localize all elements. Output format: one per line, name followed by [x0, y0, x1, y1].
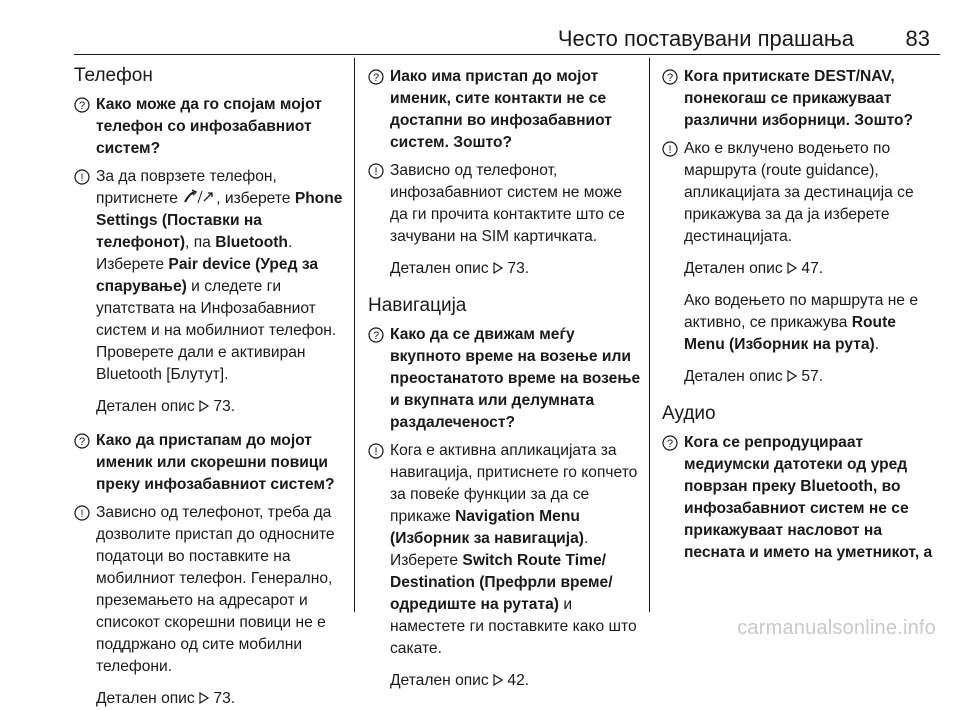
triangle-arrow-icon [199, 400, 209, 412]
answer-text-part: , па [185, 234, 211, 251]
page-number: 83 [905, 26, 930, 51]
column-1 [74, 58, 348, 710]
menu-term: Pair device (Уред за спарување) [96, 256, 319, 295]
reference-page: 42. [507, 672, 530, 689]
header-title: Често поставувани прашања [557, 26, 854, 51]
reference-label: Детален опис [390, 672, 489, 689]
page-reference[interactable] [390, 670, 642, 692]
page-reference[interactable] [684, 366, 936, 388]
svg-text:!: ! [374, 166, 378, 178]
page-reference[interactable] [96, 396, 348, 418]
question-block [368, 324, 642, 434]
exclamation-circle-icon [368, 163, 384, 179]
page-header [0, 0, 960, 52]
question-circle-icon [662, 435, 678, 451]
answer-text-continued [684, 290, 936, 356]
svg-text:!: ! [374, 446, 378, 458]
answer-text [96, 166, 348, 418]
page-reference[interactable] [684, 258, 936, 280]
answer-block [368, 440, 642, 692]
question-text: Кога се репродуцираат медиумски датотеки од уред поврзан преку Bluetooth, во инфозабавниот систем не се прикажуваат насловот на песната и името на уметникот, а [684, 434, 933, 561]
reference-label: Детален опис [684, 368, 783, 385]
phone-nav-icon [182, 189, 216, 205]
reference-page: 47. [801, 260, 824, 277]
column-2 [368, 58, 642, 692]
svg-text:?: ? [372, 72, 380, 84]
answer-text-part: . [287, 234, 293, 251]
svg-text:?: ? [666, 72, 674, 84]
menu-term: Switch Route Time/ Destination (Префрли време/ одредиште на рутата) [390, 552, 613, 613]
answer-text-part: и наместете ги поставките како што сакате. [390, 596, 637, 657]
answer-text-part: За да поврзете телефон, притиснете [96, 168, 277, 207]
column-3 [662, 58, 936, 564]
question-circle-icon [368, 327, 384, 343]
svg-text:?: ? [372, 330, 380, 342]
answer-text-part: Ако е вклучено водењето по маршрута (route guidance), апликацијата за дестинација се прикажува за да ја изберете дестинацијата. [684, 140, 914, 245]
svg-text:?: ? [78, 436, 86, 448]
reference-page: 73. [507, 260, 530, 277]
exclamation-circle-icon [662, 141, 678, 157]
svg-text:!: ! [668, 144, 672, 156]
answer-text [684, 138, 936, 388]
question-text: Како да пристапам до мојот именик или скорешни повици преку инфозабавниот систем? [96, 432, 335, 493]
answer-text-part: Ако водењето по маршрута не е активно, се прикажува [684, 292, 918, 331]
answer-text-part: . [583, 530, 589, 547]
question-text: Како да се движам меѓу вкупното време на возење или преостанатото време на возење и вкупната или делумната раздалеченост? [390, 326, 641, 431]
answer-text-part: Изберете [390, 552, 459, 569]
answer-text-part: Зависно од телефонот, треба да дозволите пристап до односните податоци во поставките на мобилниот телефон. Генерално, преземањето на адресарот и списокот скорешни повици не е поддржано од сите мобилни телефони. [96, 504, 335, 675]
answer-block [74, 166, 348, 418]
answer-block [662, 138, 936, 388]
page-reference[interactable] [390, 258, 642, 280]
triangle-arrow-icon [787, 370, 797, 382]
question-block [662, 66, 936, 132]
question-text: Како може да го спојам мојот телефон со инфозабавниот систем? [96, 96, 322, 157]
header-rule [74, 54, 940, 55]
reference-page: 73. [213, 690, 236, 707]
column-divider-2 [649, 58, 650, 612]
triangle-arrow-icon [493, 262, 503, 274]
reference-page: 57. [801, 368, 824, 385]
column-divider-1 [354, 58, 355, 612]
answer-text-part: . [874, 336, 880, 353]
answer-text [390, 160, 642, 280]
question-block [368, 66, 642, 154]
menu-term: Bluetooth [215, 234, 288, 251]
answer-text-part: Зависно од телефонот, инфозабавниот систем не може да ги прочита контактите што се зачувани на SIM картичката. [390, 162, 625, 245]
exclamation-circle-icon [74, 505, 90, 521]
reference-label: Детален опис [96, 690, 195, 707]
question-circle-icon [662, 69, 678, 85]
svg-text:!: ! [80, 508, 84, 520]
exclamation-circle-icon [368, 443, 384, 459]
answer-text-part: , изберете [216, 190, 291, 207]
answer-text [390, 440, 642, 692]
exclamation-circle-icon [74, 169, 90, 185]
menu-term: Phone Settings (Поставки на телефонот) [96, 190, 343, 251]
reference-label: Детален опис [390, 260, 489, 277]
triangle-arrow-icon [199, 692, 209, 704]
answer-text-part: Изберете [96, 256, 165, 273]
reference-page: 73. [213, 398, 236, 415]
svg-text:?: ? [666, 438, 674, 450]
triangle-arrow-icon [787, 262, 797, 274]
question-circle-icon [74, 433, 90, 449]
question-circle-icon [368, 69, 384, 85]
question-circle-icon [74, 97, 90, 113]
watermark: carmanualsonline.info [737, 617, 936, 639]
answer-block [368, 160, 642, 280]
answer-text [96, 502, 348, 710]
triangle-arrow-icon [493, 674, 503, 686]
question-block [74, 430, 348, 496]
reference-label: Детален опис [684, 260, 783, 277]
reference-label: Детален опис [96, 398, 195, 415]
answer-text-part: Кога е активна апликацијата за навигација, притиснете го копчето за повеќе функции за да се прикаже [390, 442, 638, 525]
question-text: Иако има пристап до мојот именик, сите контакти не се достапни во инфозабавниот систем. Зошто? [390, 68, 612, 151]
answer-block [74, 502, 348, 710]
answer-text-part: и следете ги упатствата на Инфозабавниот систем и на мобилниот телефон. Проверете дали е активиран Bluetooth [Блутут]. [96, 278, 337, 383]
svg-text:!: ! [80, 172, 84, 184]
section-title-audio: Аудио [662, 403, 716, 424]
question-text: Кога притискате DEST/NAV, понекогаш се прикажуваат различни изборници. Зошто? [684, 68, 914, 129]
menu-term: Route Menu (Изборник на рута) [684, 314, 896, 353]
question-block [662, 432, 936, 564]
page-reference[interactable] [96, 688, 348, 710]
svg-text:?: ? [78, 100, 86, 112]
section-title-phone: Телефон [74, 65, 153, 86]
section-title-navigation: Навигација [368, 295, 467, 316]
question-block [74, 94, 348, 160]
menu-term: Navigation Menu (Изборник за навигација) [390, 508, 584, 547]
